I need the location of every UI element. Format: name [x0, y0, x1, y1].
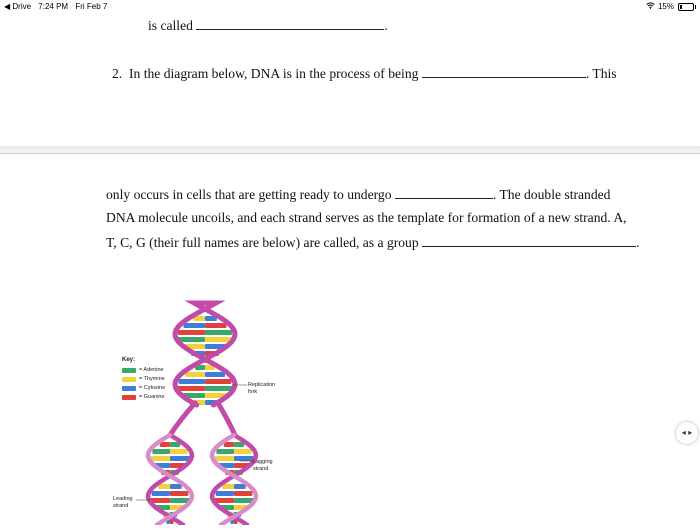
lagging-strand-helix: [212, 435, 256, 525]
base-pair: [205, 386, 233, 391]
status-time: 7:24 PM: [38, 2, 69, 11]
base-pair: [234, 456, 254, 461]
key-guanine: [122, 394, 165, 400]
base-pair: [216, 491, 234, 496]
leading-strand-helix: [148, 435, 192, 525]
base-pair: [205, 379, 231, 384]
base-pair: [152, 491, 170, 496]
question-number: 2.: [112, 66, 123, 81]
dna-helix-figure: [110, 295, 300, 525]
base-pair: [214, 456, 234, 461]
line-3-text: T, C, G (their full names are below) are called, as a group: [106, 235, 419, 250]
answer-blank-4: [422, 234, 636, 247]
paragraph-line-1: [106, 186, 610, 203]
status-right: [646, 2, 694, 11]
base-pair: [170, 456, 190, 461]
base-pair: [205, 330, 232, 335]
base-pair: [205, 337, 233, 342]
dna-backbone-strand: [218, 403, 235, 435]
lagging-strand-label-line1: Lagging: [253, 459, 273, 465]
base-pair: [177, 386, 205, 391]
key-guanine-label: = Guanine: [139, 394, 165, 400]
base-pair: [170, 449, 188, 454]
base-pair: [179, 379, 205, 384]
back-to-app-link[interactable]: ◀ Drive: [4, 2, 32, 11]
key-cytosine: [122, 385, 165, 391]
key-thymine: [122, 376, 165, 382]
key-thymine-label: = Thymine: [139, 376, 165, 382]
key-title: Key:: [122, 357, 136, 363]
leading-strand-label-line1: Leading: [113, 496, 133, 502]
cytosine-swatch: [122, 386, 136, 391]
base-pair: [184, 323, 205, 328]
status-date: Fri Feb 7: [75, 2, 108, 11]
wifi-icon: [646, 2, 655, 11]
base-pair: [170, 484, 182, 489]
called-prefix: is called: [148, 18, 193, 33]
base-pair: [222, 484, 234, 489]
lagging-strand-helix: [212, 435, 256, 525]
line-1-suffix: . The double stranded: [492, 187, 611, 202]
battery-icon: [678, 3, 694, 11]
key-cytosine-label: = Cytosine: [139, 385, 166, 391]
replication-fork-label: [248, 382, 275, 396]
base-pair: [216, 449, 234, 454]
base-pair: [158, 484, 170, 489]
question-2: [112, 65, 617, 82]
line-1-text: only occurs in cells that are getting ready to undergo: [106, 187, 392, 202]
thymine-swatch: [122, 377, 136, 382]
base-pair: [185, 372, 205, 377]
base-pair: [170, 491, 188, 496]
leading-strand-label: [113, 496, 133, 510]
status-left: [4, 2, 112, 11]
answer-blank-1: [196, 17, 384, 30]
key-adenine: [122, 367, 164, 373]
base-pair: [177, 337, 205, 342]
base-pair: [205, 323, 226, 328]
base-pair: [152, 449, 170, 454]
leading-strand-helix: [148, 435, 192, 525]
leading-strand-label-line2: strand: [113, 503, 129, 509]
base-pair: [150, 456, 170, 461]
document-page-bottom: [0, 153, 700, 526]
dna-backbone-strand: [170, 403, 195, 435]
called-suffix: .: [384, 18, 388, 33]
base-pair: [234, 484, 246, 489]
adenine-swatch: [122, 368, 136, 373]
question-2-suffix: . This: [585, 66, 617, 81]
dna-replication-diagram: [110, 295, 300, 525]
lagging-strand-label: [253, 459, 273, 473]
base-pair: [234, 449, 252, 454]
answer-blank-2: [422, 65, 586, 78]
line-3-suffix: .: [636, 235, 640, 250]
base-pair: [234, 491, 252, 496]
document-page-top: [0, 14, 700, 147]
replication-fork-label-line2: fork: [248, 389, 258, 395]
lagging-strand-label-line2: strand: [253, 466, 269, 472]
guanine-swatch: [122, 395, 136, 400]
battery-fill: [680, 5, 682, 9]
page-gap: [0, 146, 700, 153]
replication-fork-label-line1: Replication: [248, 382, 276, 388]
called-line: [148, 17, 388, 34]
paragraph-line-2: DNA molecule uncoils, and each strand serves as the template for formation of a new strand. A,: [106, 210, 627, 225]
battery-percent: 15%: [657, 2, 674, 11]
key-adenine-label: = Adenine: [139, 367, 164, 373]
paragraph-line-3: [106, 234, 639, 251]
base-pair: [178, 330, 205, 335]
status-bar: [0, 0, 700, 14]
answer-blank-3: [395, 186, 493, 199]
base-pair: [205, 372, 225, 377]
page-scroll-arrows-icon[interactable]: ◂ ▸: [676, 422, 698, 444]
question-2-text: In the diagram below, DNA is in the process of being: [129, 66, 419, 81]
